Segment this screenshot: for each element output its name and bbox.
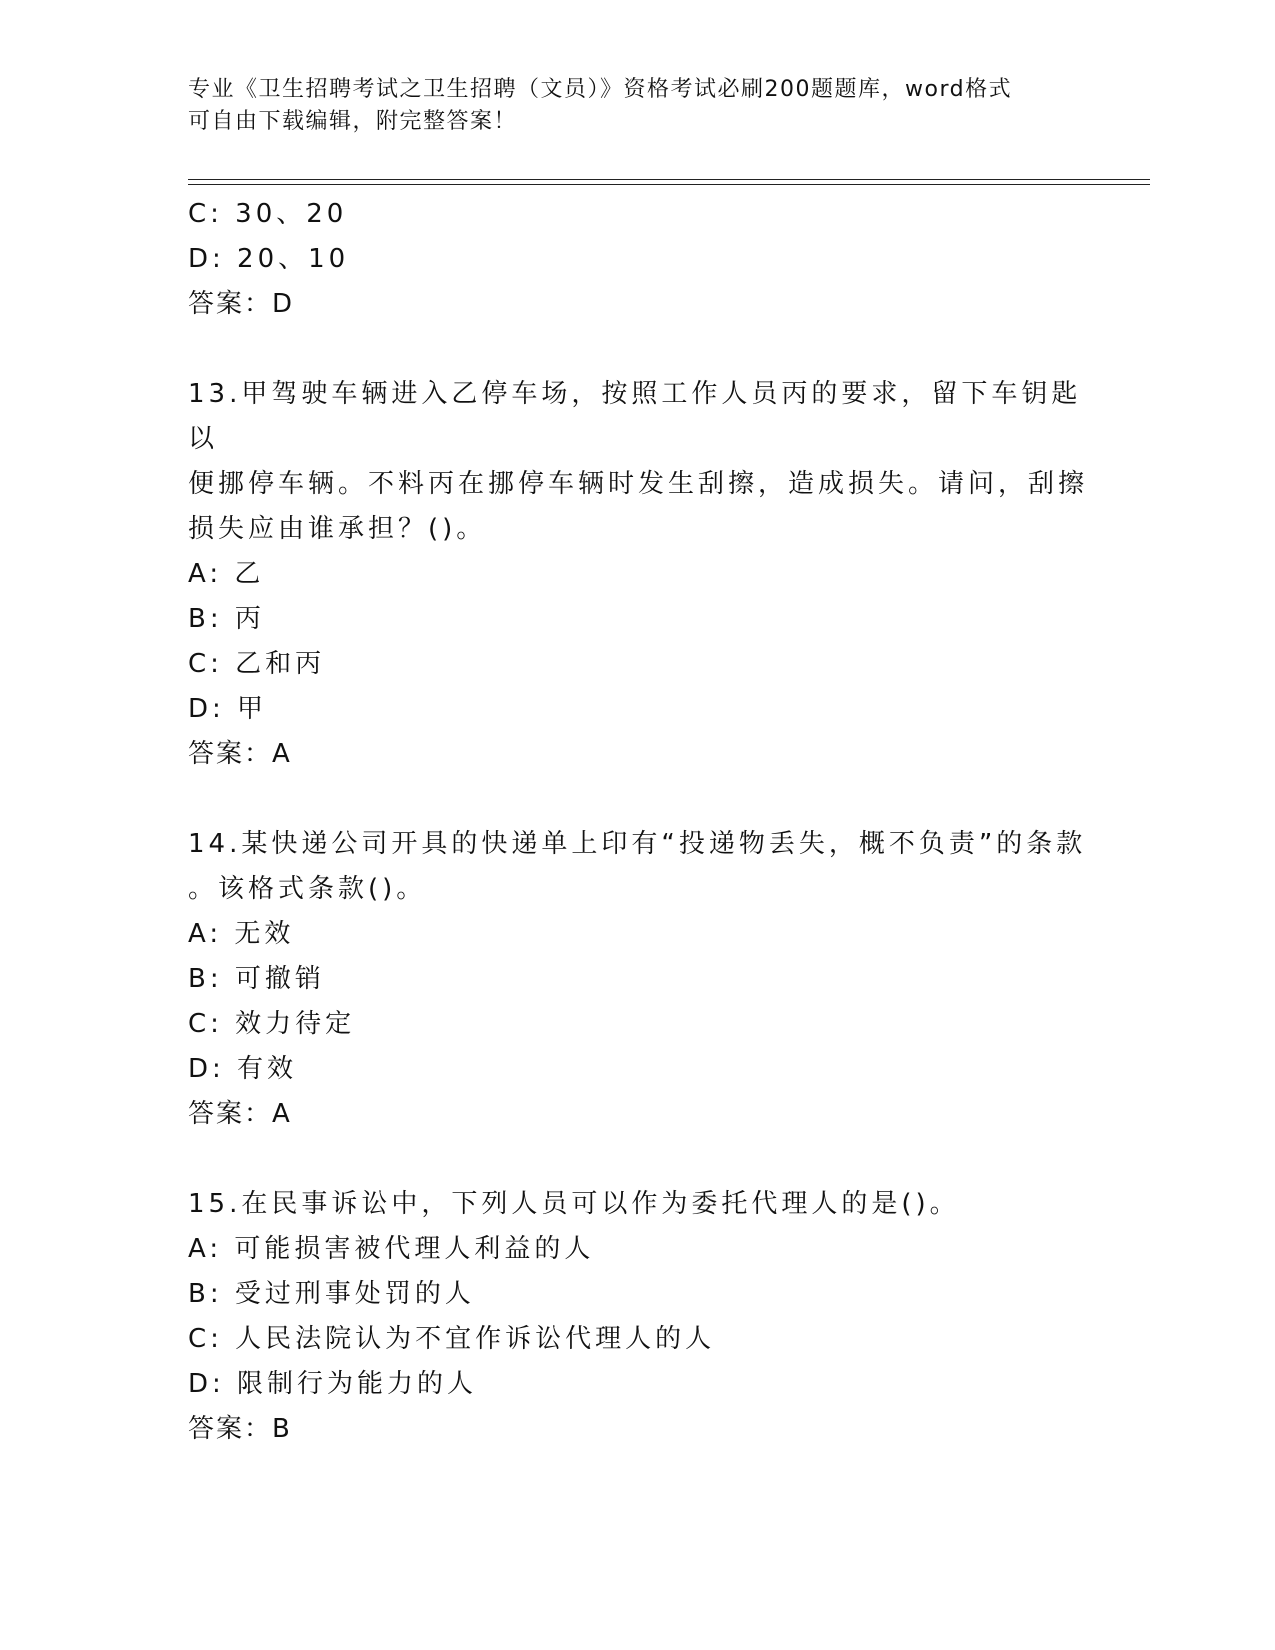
header-line-1: 专业《卫生招聘考试之卫生招聘（文员）》资格考试必刷200题题库，word格式 <box>188 77 1013 102</box>
question-text-line: 14.某快递公司开具的快递单上印有“投递物丢失，概不负责”的条款 <box>188 829 1087 859</box>
option-a: A: 无效 <box>188 919 295 949</box>
option-d: D: 有效 <box>188 1054 298 1084</box>
question-14 <box>188 822 1088 1137</box>
option-c: C: 乙和丙 <box>188 649 326 679</box>
question-text-line: 13.甲驾驶车辆进入乙停车场，按照工作人员丙的要求，留下车钥匙以 <box>188 379 1082 454</box>
document-content <box>188 192 1088 1452</box>
option-d: D: 限制行为能力的人 <box>188 1369 478 1399</box>
question-text-line: 便挪停车辆。不料丙在挪停车辆时发生刮擦，造成损失。请问，刮擦 <box>188 469 1089 499</box>
question-12-tail <box>188 192 1088 327</box>
option-d: D: 20、10 <box>188 244 350 274</box>
question-text-line: 损失应由谁承担？()。 <box>188 514 487 544</box>
question-13 <box>188 372 1088 777</box>
option-c: C: 30、20 <box>188 199 348 229</box>
answer: 答案：D <box>188 289 295 319</box>
header-rule-top <box>188 179 1150 180</box>
option-b: B: 丙 <box>188 604 265 634</box>
option-c: C: 效力待定 <box>188 1009 356 1039</box>
answer: 答案：A <box>188 739 292 769</box>
header-line-2: 可自由下载编辑，附完整答案！ <box>188 109 518 134</box>
option-a: A: 可能损害被代理人利益的人 <box>188 1234 595 1264</box>
document-header <box>188 74 1088 138</box>
option-c: C: 人民法院认为不宜作诉讼代理人的人 <box>188 1324 716 1354</box>
answer: 答案：A <box>188 1099 292 1129</box>
header-rule-bottom <box>188 184 1150 185</box>
option-d: D: 甲 <box>188 694 268 724</box>
question-15 <box>188 1182 1088 1452</box>
option-b: B: 可撤销 <box>188 964 325 994</box>
answer: 答案：B <box>188 1414 292 1444</box>
option-b: B: 受过刑事处罚的人 <box>188 1279 475 1309</box>
option-a: A: 乙 <box>188 559 265 589</box>
question-text-line: 。该格式条款()。 <box>188 874 427 904</box>
question-text-line: 15.在民事诉讼中，下列人员可以作为委托代理人的是()。 <box>188 1189 960 1219</box>
